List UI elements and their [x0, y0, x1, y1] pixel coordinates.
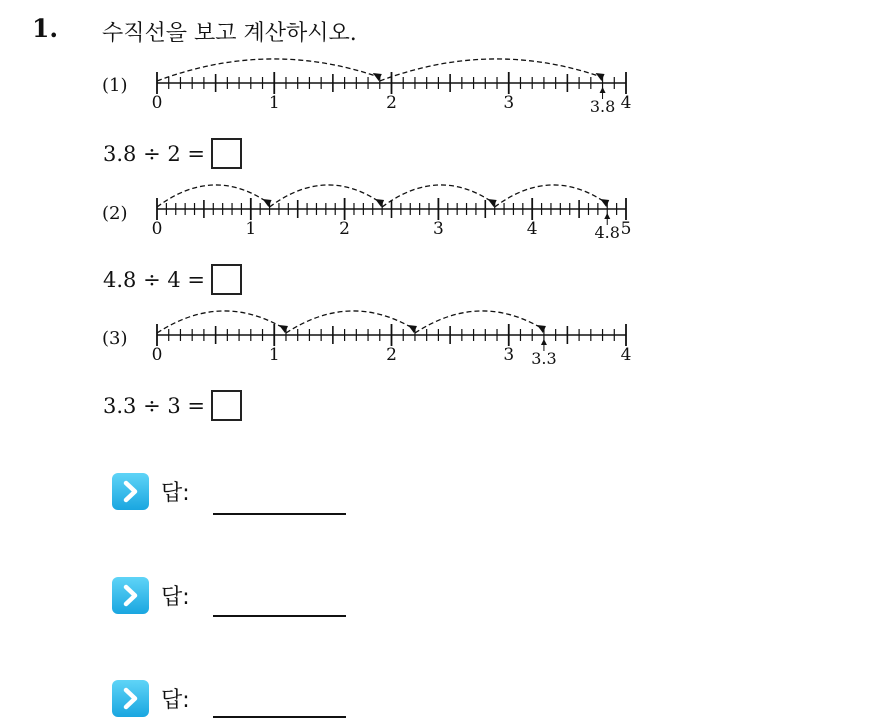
tick-label: 3: [503, 93, 515, 113]
arrow-head: [279, 325, 288, 333]
tick-label: 4: [620, 93, 632, 113]
jump-arc: [286, 311, 414, 333]
chevron-right-icon: [112, 473, 149, 510]
number-line-3: [140, 302, 650, 372]
chevron-right-icon: [112, 680, 149, 717]
answer-row-2: [112, 577, 190, 614]
tick-label: 2: [386, 93, 397, 113]
tick-label: 4: [526, 219, 538, 239]
equation-3: 3.3 ÷ 3 =: [103, 393, 205, 418]
marker-label: 3.8: [589, 97, 616, 116]
marker-label: 4.8: [594, 223, 620, 242]
answer-line-2[interactable]: [213, 615, 346, 617]
number-line-1: [140, 50, 650, 120]
tick-label: 0: [151, 219, 163, 239]
jump-arc: [380, 59, 602, 81]
arrow-head: [408, 325, 417, 333]
equation-2: 4.8 ÷ 4 =: [103, 267, 205, 292]
arrow-head: [600, 199, 609, 207]
marker-arrow-head: [541, 339, 547, 345]
answer-line-1[interactable]: [213, 513, 346, 515]
tick-label: 0: [151, 93, 163, 113]
question-number: 1.: [32, 14, 59, 43]
tick-label: 1: [268, 93, 280, 113]
tick-label: 2: [386, 345, 397, 365]
marker-label: 3.3: [531, 349, 557, 368]
jump-arc: [157, 59, 379, 81]
tick-label: 0: [151, 345, 163, 365]
equation-row-1: [103, 138, 242, 169]
answer-box-2[interactable]: [211, 264, 242, 295]
problem-label-3: (3): [102, 328, 128, 349]
answer-row-1: [112, 473, 190, 510]
arrow-head: [537, 325, 546, 333]
answer-box-3[interactable]: [211, 390, 242, 421]
problem-label-2: (2): [102, 203, 128, 224]
tick-label: 4: [620, 345, 632, 365]
tick-label: 2: [339, 219, 351, 239]
answer-box-1[interactable]: [211, 138, 242, 169]
equation-row-2: [103, 264, 242, 295]
marker-arrow-head: [604, 213, 610, 219]
arrow-head: [373, 73, 382, 81]
equation-1: 3.8 ÷ 2 =: [103, 141, 205, 166]
tick-label: 5: [620, 219, 632, 239]
tick-label: 1: [268, 345, 280, 365]
jump-arc: [157, 311, 285, 333]
question-instruction: 수직선을 보고 계산하시오.: [102, 21, 357, 46]
number-line-2: [140, 176, 650, 246]
problem-label-1: (1): [102, 75, 128, 96]
tick-label: 3: [503, 345, 515, 365]
answer-label-2: 답:: [161, 585, 190, 610]
tick-label: 3: [432, 219, 444, 239]
arrow-head: [596, 73, 605, 81]
chevron-right-icon: [112, 577, 149, 614]
answer-label-1: 답:: [161, 481, 190, 506]
marker-arrow-head: [600, 87, 606, 93]
jump-arc: [415, 311, 543, 333]
answer-row-3: [112, 680, 190, 717]
tick-label: 1: [245, 219, 257, 239]
answer-line-3[interactable]: [213, 716, 346, 718]
answer-label-3: 답:: [161, 688, 190, 713]
equation-row-3: [103, 390, 242, 421]
